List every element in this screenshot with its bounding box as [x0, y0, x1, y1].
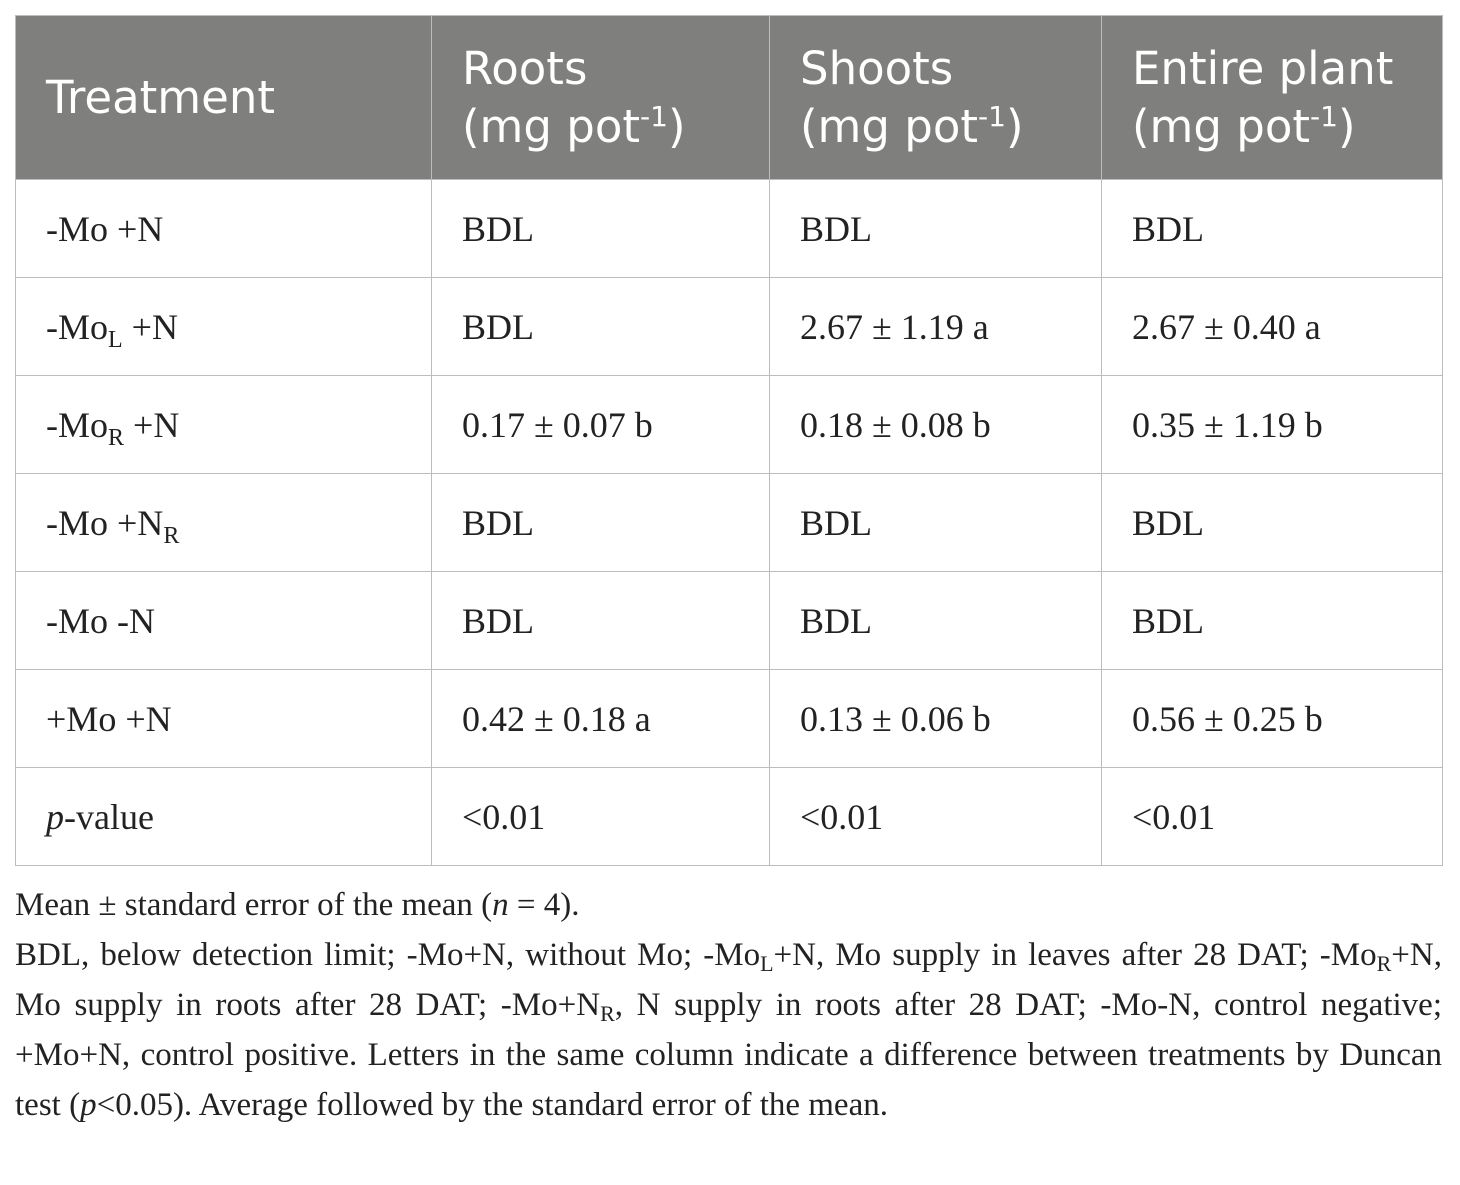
table-header-row [16, 16, 1443, 180]
shoots-cell: 2.67 ± 1.19 a [770, 278, 1102, 376]
roots-pvalue: <0.01 [432, 768, 770, 866]
treatment-cell: $-Mo +N_R$ [16, 474, 432, 572]
roots-cell: 0.17 ± 0.07 b [432, 376, 770, 474]
table-row [16, 474, 1443, 572]
header-roots: Roots (mg pot$^{-1}$) [432, 16, 770, 180]
treatment-cell: -Mo -N [16, 572, 432, 670]
entire-plant-cell: 0.56 ± 0.25 b [1102, 670, 1443, 768]
roots-cell: 0.42 ± 0.18 a [432, 670, 770, 768]
roots-cell: BDL [432, 474, 770, 572]
entire-plant-cell: 0.35 ± 1.19 b [1102, 376, 1443, 474]
table-row [16, 278, 1443, 376]
entire-plant-cell: BDL [1102, 474, 1443, 572]
shoots-cell: 0.13 ± 0.06 b [770, 670, 1102, 768]
shoots-cell: BDL [770, 474, 1102, 572]
table-row [16, 572, 1443, 670]
header-treatment: Treatment [16, 16, 432, 180]
header-shoots: Shoots (mg pot$^{-1}$) [770, 16, 1102, 180]
entire-plant-pvalue: <0.01 [1102, 768, 1443, 866]
treatment-cell: +Mo +N [16, 670, 432, 768]
shoots-cell: BDL [770, 180, 1102, 278]
table-footnotes [15, 880, 1442, 1130]
roots-cell: BDL [432, 278, 770, 376]
results-table [15, 15, 1443, 866]
shoots-cell: 0.18 ± 0.08 b [770, 376, 1102, 474]
roots-cell: BDL [432, 180, 770, 278]
footnote-abbreviations: BDL, below detection limit; -Mo+N, without Mo; $-Mo_L+N$, Mo supply in leaves after 28 DAT; $-Mo_R+N$, Mo supply in roots after 28 DAT; $-Mo+N_R$, N supply in roots after 28 DAT; -Mo-N, control negative; +Mo+N, control positive. Letters in the same column indicate a difference between treatments by Duncan test (p<0.05). Average followed by the standard error of the mean. [15, 937, 1442, 1123]
entire-plant-cell: 2.67 ± 0.40 a [1102, 278, 1443, 376]
treatment-cell: -Mo +N [16, 180, 432, 278]
entire-plant-cell: BDL [1102, 180, 1443, 278]
shoots-pvalue: <0.01 [770, 768, 1102, 866]
header-entire-plant: Entire plant (mg pot$^{-1}$) [1102, 16, 1443, 180]
entire-plant-cell: BDL [1102, 572, 1443, 670]
treatment-cell: $-Mo_L +N$ [16, 278, 432, 376]
pvalue-label: p-value [16, 768, 432, 866]
pvalue-row [16, 768, 1443, 866]
roots-cell: BDL [432, 572, 770, 670]
footnote-mean: Mean ± standard error of the mean (n = 4). [15, 887, 580, 923]
table-row [16, 180, 1443, 278]
treatment-cell: $-Mo_R +N$ [16, 376, 432, 474]
shoots-cell: BDL [770, 572, 1102, 670]
table-row [16, 670, 1443, 768]
table-row [16, 376, 1443, 474]
results-table-container [15, 15, 1442, 866]
